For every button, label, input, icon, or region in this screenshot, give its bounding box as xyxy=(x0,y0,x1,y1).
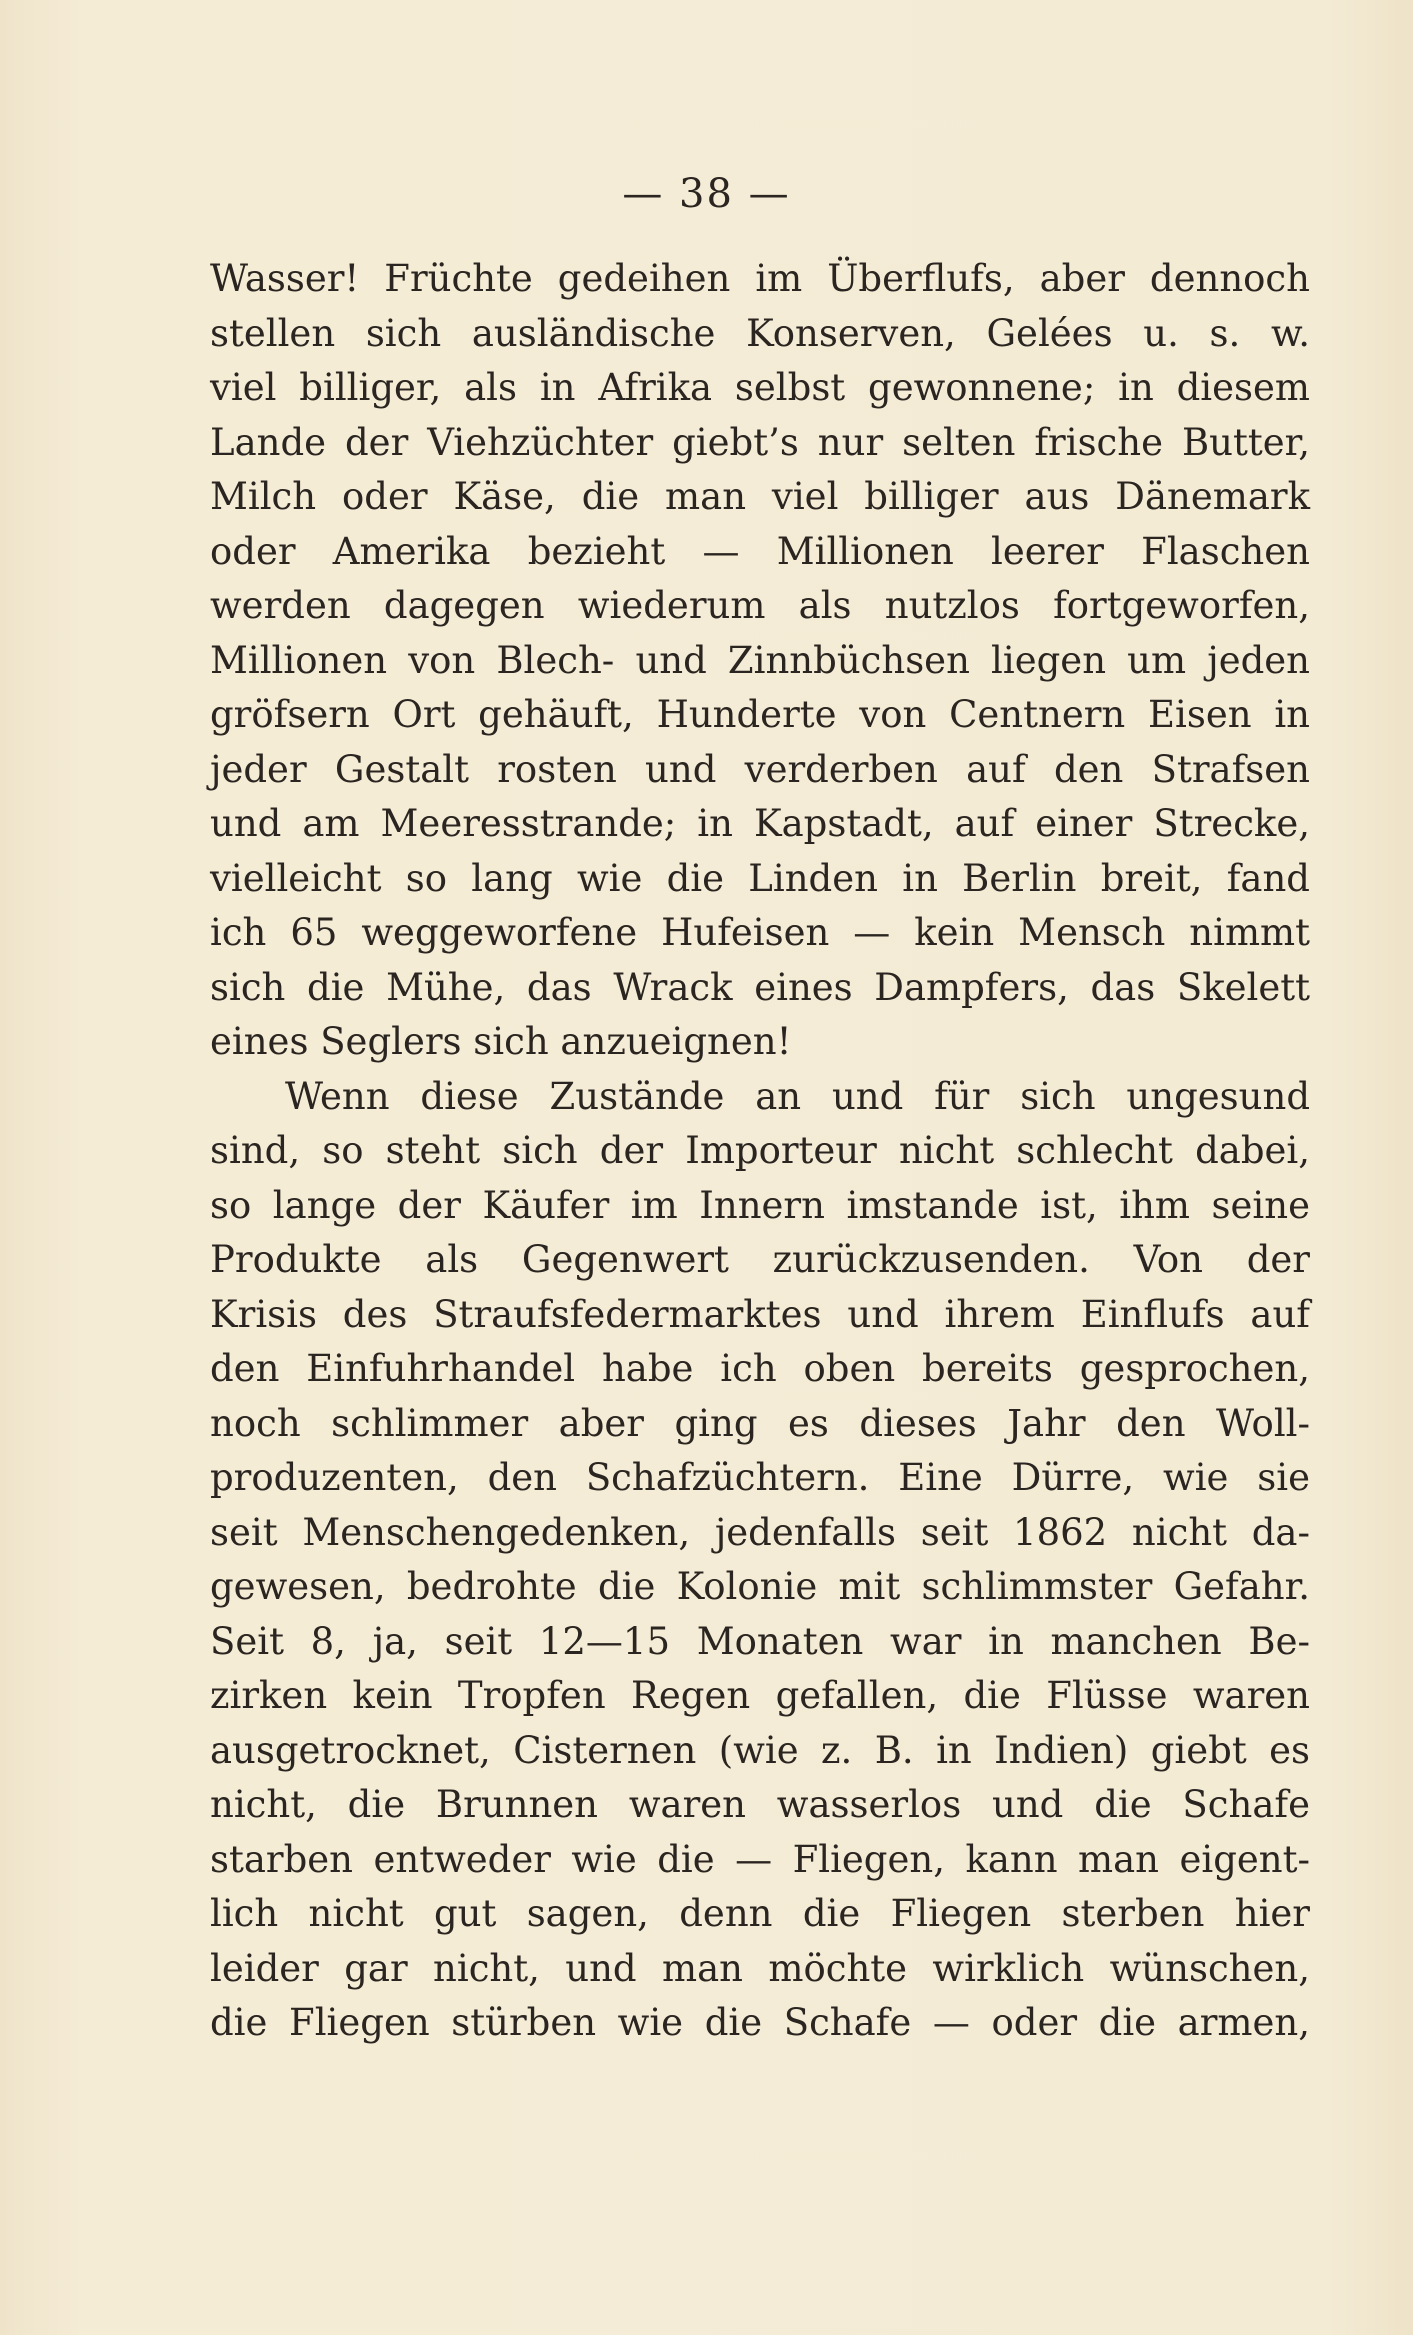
text-line: starben entweder wie die — Fliegen, kann man eigent- xyxy=(210,1837,1310,1881)
text-line: leider gar nicht, und man möchte wirklich wünschen, xyxy=(210,1946,1310,1990)
text-line: viel billiger, als in Afrika selbst gewonnene; in diesem xyxy=(210,366,1310,409)
text-line: eines Seglers sich anzueignen! xyxy=(210,1020,792,1063)
text-line: werden dagegen wiederum als nutzlos fortgeworfen, xyxy=(210,584,1310,627)
text-line: gröfsern Ort gehäuft, Hunderte von Centnern Eisen in xyxy=(210,693,1310,736)
text-line: sich die Mühe, das Wrack eines Dampfers, das Skelett xyxy=(210,965,1310,1009)
text-line: seit Menschengedenken, jedenfalls seit 1862 nicht da- xyxy=(210,1510,1310,1554)
text-line: zirken kein Tropfen Regen gefallen, die Flüsse waren xyxy=(210,1674,1310,1717)
text-line: und am Meeresstrande; in Kapstadt, auf einer Strecke, xyxy=(210,802,1310,845)
text-line: so lange der Käufer im Innern imstande ist, ihm seine xyxy=(210,1183,1310,1227)
text-line: Produkte als Gegenwert zurückzusenden. Von der xyxy=(210,1238,1310,1281)
text-line: ausgetrocknet, Cisternen (wie z. B. in Indien) giebt es xyxy=(210,1728,1310,1772)
text-line: oder Amerika bezieht — Millionen leerer Flaschen xyxy=(210,529,1310,573)
text-line: Seit 8, ja, seit 12—15 Monaten war in manchen Be- xyxy=(210,1619,1310,1663)
text-line: Lande der Viehzüchter giebt’s nur selten frische Butter, xyxy=(210,420,1310,464)
text-line: Wenn diese Zustände an und für sich ungesund xyxy=(285,1074,1310,1118)
text-line: stellen sich ausländische Konserven, Gelées u. s. w. xyxy=(210,311,1310,355)
body-text xyxy=(210,252,1310,2051)
text-line: sind, so steht sich der Importeur nicht schlecht dabei, xyxy=(210,1129,1310,1172)
text-line: lich nicht gut sagen, denn die Fliegen sterben hier xyxy=(210,1892,1310,1935)
text-line: produzenten, den Schafzüchtern. Eine Dürre, wie sie xyxy=(210,1456,1310,1499)
text-line: vielleicht so lang wie die Linden in Berlin breit, fand xyxy=(210,856,1310,900)
text-line: Milch oder Käse, die man viel billiger aus Dänemark xyxy=(210,475,1310,518)
text-line: Millionen von Blech- und Zinnbüchsen liegen um jeden xyxy=(210,638,1310,682)
text-line: Wasser! Früchte gedeihen im Überflufs, aber dennoch xyxy=(210,257,1310,300)
text-line: gewesen, bedrohte die Kolonie mit schlimmster Gefahr. xyxy=(210,1565,1310,1608)
text-line: den Einfuhrhandel habe ich oben bereits gesprochen, xyxy=(210,1347,1310,1390)
text-line: ich 65 weggeworfene Hufeisen — kein Mensch nimmt xyxy=(210,911,1310,954)
page-number: — 38 — xyxy=(622,171,791,217)
text-line: die Fliegen stürben wie die Schafe — oder die armen, xyxy=(210,2001,1310,2044)
text-line: noch schlimmer aber ging es dieses Jahr den Woll- xyxy=(210,1401,1310,1445)
text-line: nicht, die Brunnen waren wasserlos und die Schafe xyxy=(210,1783,1310,1826)
text-line: jeder Gestalt rosten und verderben auf den Strafsen xyxy=(210,747,1310,791)
text-line: Krisis des Straufsfedermarktes und ihrem Einflufs auf xyxy=(210,1292,1310,1336)
